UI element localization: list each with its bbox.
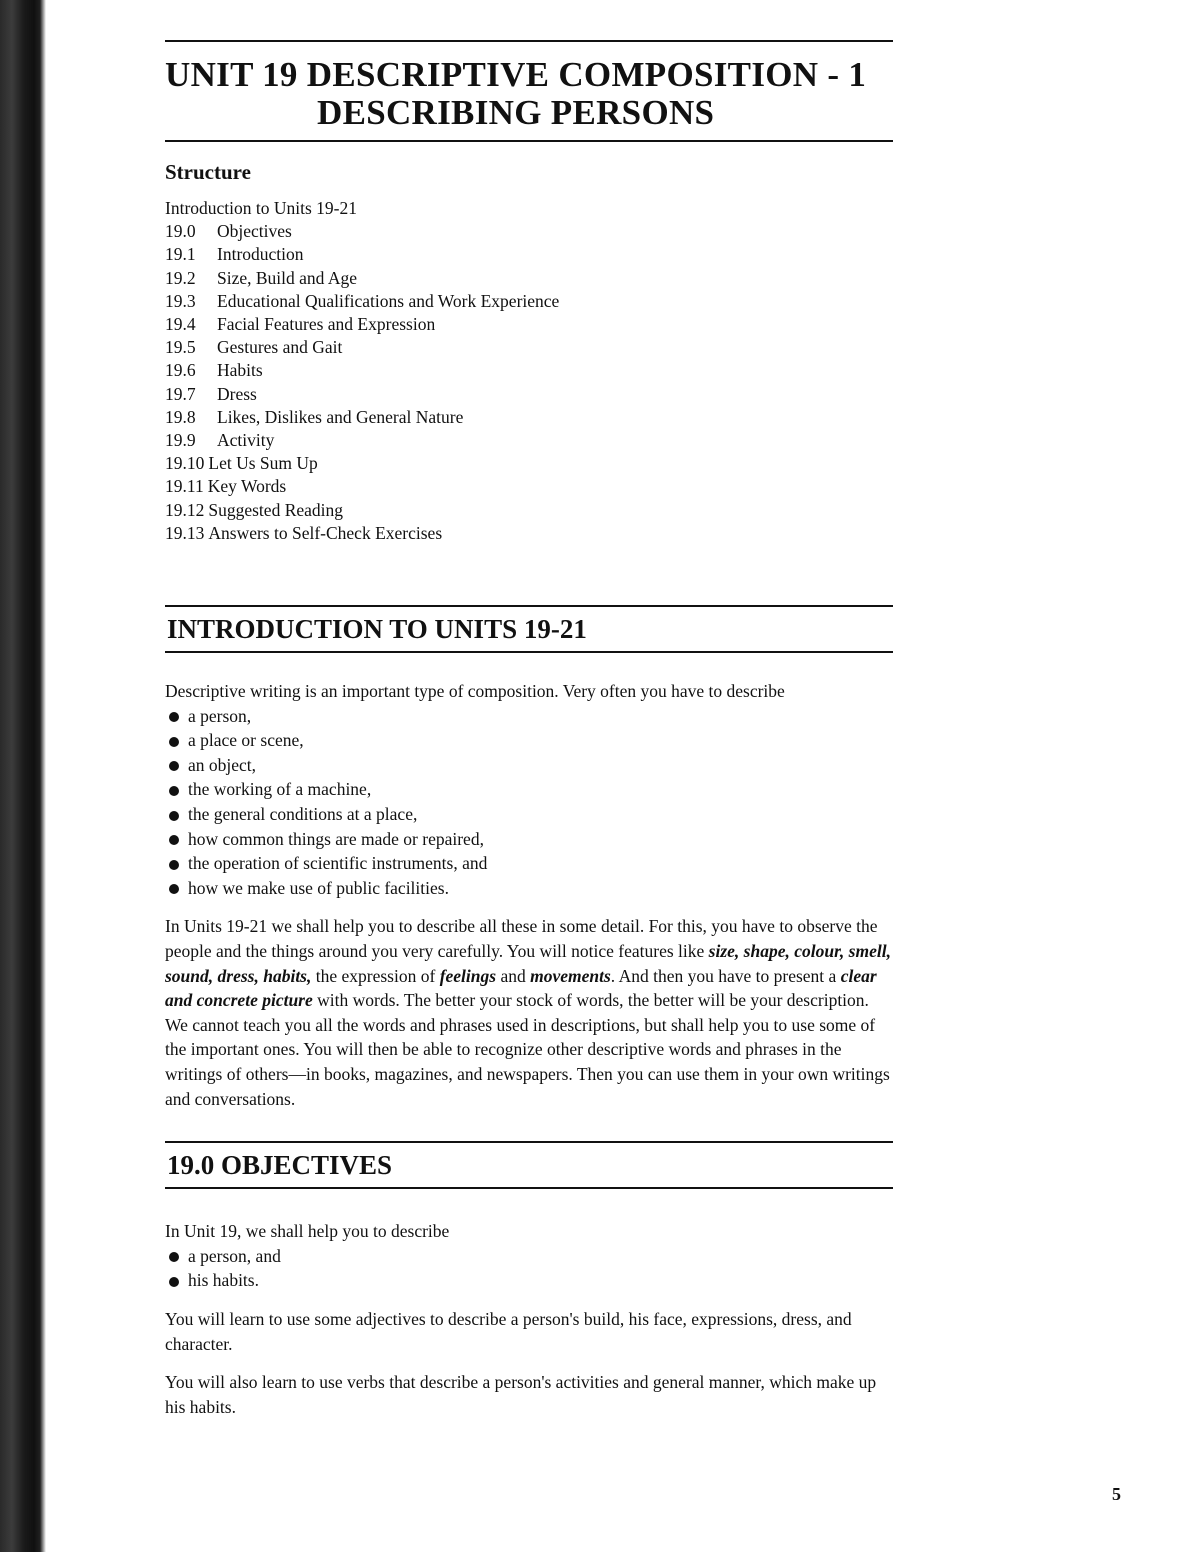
emphasis-text: feelings xyxy=(439,965,497,986)
structure-item xyxy=(165,220,893,243)
structure-heading: Structure xyxy=(165,160,251,184)
list-item-text: the general conditions at a place, xyxy=(188,804,418,825)
list-item-text: how common things are made or repaired, xyxy=(188,828,484,849)
structure-item xyxy=(165,267,893,290)
list-item xyxy=(165,851,893,876)
structure-item-number: 19.10 xyxy=(165,453,205,474)
objectives-bottom-rule xyxy=(165,1187,893,1189)
structure-item-number: 19.3 xyxy=(165,290,196,311)
list-item-text: a place or scene, xyxy=(188,730,304,751)
bullet-icon xyxy=(169,737,179,747)
structure-item-label: Objectives xyxy=(217,221,292,242)
bullet-icon xyxy=(169,1277,179,1287)
bullet-icon xyxy=(169,712,179,722)
structure-item-label: Introduction xyxy=(217,244,304,265)
structure-item-number: 19.8 xyxy=(165,406,196,427)
emphasis-text: clear and concrete picture xyxy=(165,965,877,1011)
list-item xyxy=(165,704,893,729)
structure-list xyxy=(165,197,893,545)
structure-item-number: 19.0 xyxy=(165,221,196,242)
list-item xyxy=(165,777,893,802)
structure-item-label: Dress xyxy=(217,383,257,404)
paragraph-text: the expression of xyxy=(311,965,440,986)
list-item xyxy=(165,1268,893,1293)
structure-item-label: Size, Build and Age xyxy=(217,267,357,288)
structure-item-number: 19.2 xyxy=(165,267,196,288)
title-bottom-rule xyxy=(165,140,893,142)
structure-item xyxy=(165,313,893,336)
structure-item xyxy=(165,197,893,220)
list-item-text: an object, xyxy=(188,754,257,775)
structure-item-number: 19.7 xyxy=(165,383,196,404)
structure-item-label: Introduction to Units 19-21 xyxy=(165,198,357,218)
intro-body-paragraph xyxy=(165,914,893,1111)
document-page xyxy=(165,40,893,1419)
paragraph-text: . And then you have to present a xyxy=(610,965,841,986)
paragraph-text: and xyxy=(496,965,531,986)
title-top-rule xyxy=(165,40,893,42)
bullet-icon xyxy=(169,811,179,821)
structure-item-number: 19.5 xyxy=(165,337,196,358)
structure-item-label: Activity xyxy=(217,430,275,451)
list-item xyxy=(165,876,893,901)
structure-item xyxy=(165,429,893,452)
emphasis-text: movements xyxy=(530,965,611,986)
structure-item-number: 19.12 xyxy=(165,499,205,520)
bullet-icon xyxy=(169,1252,179,1262)
intro-top-rule xyxy=(165,605,893,607)
structure-item-label: Suggested Reading xyxy=(208,499,344,520)
structure-item xyxy=(165,336,893,359)
structure-item-number: 19.11 xyxy=(165,476,204,497)
list-item-text: a person, and xyxy=(188,1245,281,1266)
bullet-icon xyxy=(169,786,179,796)
list-item-text: the working of a machine, xyxy=(188,779,372,800)
list-item xyxy=(165,802,893,827)
intro-bullet-list xyxy=(165,704,893,901)
structure-item-number: 19.1 xyxy=(165,244,196,265)
structure-item-number: 19.13 xyxy=(165,522,205,543)
bullet-icon xyxy=(169,860,179,870)
structure-item-label: Likes, Dislikes and General Nature xyxy=(217,406,464,427)
spacer xyxy=(165,545,893,605)
list-item xyxy=(165,1244,893,1269)
emphasis-text: size, shape, colour, smell, sound, dress, habits, xyxy=(165,940,891,986)
structure-item-label: Let Us Sum Up xyxy=(208,453,318,474)
objectives-bullet-list xyxy=(165,1244,893,1293)
unit-title-line-1: UNIT 19 DESCRIPTIVE COMPOSITION - 1 xyxy=(165,55,867,94)
page-number: 5 xyxy=(1112,1484,1121,1504)
list-item-text: how we make use of public facilities. xyxy=(188,877,449,898)
scan-binding-edge xyxy=(0,0,46,1552)
structure-item-label: Facial Features and Expression xyxy=(217,314,436,335)
list-item xyxy=(165,753,893,778)
bullet-icon xyxy=(169,761,179,771)
objectives-lead-paragraph: In Unit 19, we shall help you to describe xyxy=(165,1221,450,1242)
objectives-heading: 19.0 OBJECTIVES xyxy=(167,1150,393,1181)
unit-title-line-2: DESCRIBING PERSONS xyxy=(317,93,715,132)
spacer xyxy=(165,1111,893,1141)
structure-item-number: 19.9 xyxy=(165,430,196,451)
list-item xyxy=(165,827,893,852)
structure-item xyxy=(165,243,893,266)
bullet-icon xyxy=(169,835,179,845)
structure-item-label: Key Words xyxy=(207,476,287,497)
structure-item xyxy=(165,290,893,313)
list-item-text: his habits. xyxy=(188,1270,259,1291)
structure-item-number: 19.6 xyxy=(165,360,196,381)
structure-item-number: 19.4 xyxy=(165,314,196,335)
structure-item-label: Educational Qualifications and Work Experience xyxy=(217,290,560,311)
structure-item xyxy=(165,475,893,498)
list-item xyxy=(165,728,893,753)
structure-item xyxy=(165,406,893,429)
structure-item xyxy=(165,359,893,382)
unit-title xyxy=(165,56,893,132)
structure-item xyxy=(165,383,893,406)
intro-lead-paragraph: Descriptive writing is an important type of composition. Very often you have to describe xyxy=(165,681,785,702)
objectives-paragraph-2: You will also learn to use verbs that describe a person's activities and general manner, which make up his habits. xyxy=(165,1372,877,1417)
paragraph-text: with words. The better your stock of words, the better will be your description. We cannot teach you all the words and phrases used in descriptions, but shall help you to use some of the important ones. You will then be able to recognize other descriptive words and phrases in the writings of others—in books, magazines, and newspapers. Then you can use them in your own writings and conversations. xyxy=(165,990,890,1109)
list-item-text: the operation of scientific instruments, and xyxy=(188,853,488,874)
structure-item xyxy=(165,522,893,545)
paragraph-text: In Units 19-21 we shall help you to describe all these in some detail. For this, you have to observe the people and the things around you very carefully. You will notice features like xyxy=(165,916,878,961)
structure-item xyxy=(165,452,893,475)
objectives-paragraph-1: You will learn to use some adjectives to describe a person's build, his face, expressions, dress, and character. xyxy=(165,1308,852,1354)
bullet-icon xyxy=(169,884,179,894)
intro-heading: INTRODUCTION TO UNITS 19-21 xyxy=(167,614,587,645)
structure-item-label: Gestures and Gait xyxy=(217,337,343,358)
list-item-text: a person, xyxy=(188,705,252,726)
structure-item-label: Habits xyxy=(217,360,263,381)
structure-item xyxy=(165,499,893,522)
structure-item-label: Answers to Self-Check Exercises xyxy=(208,522,443,543)
intro-bottom-rule xyxy=(165,651,893,653)
objectives-top-rule xyxy=(165,1141,893,1143)
